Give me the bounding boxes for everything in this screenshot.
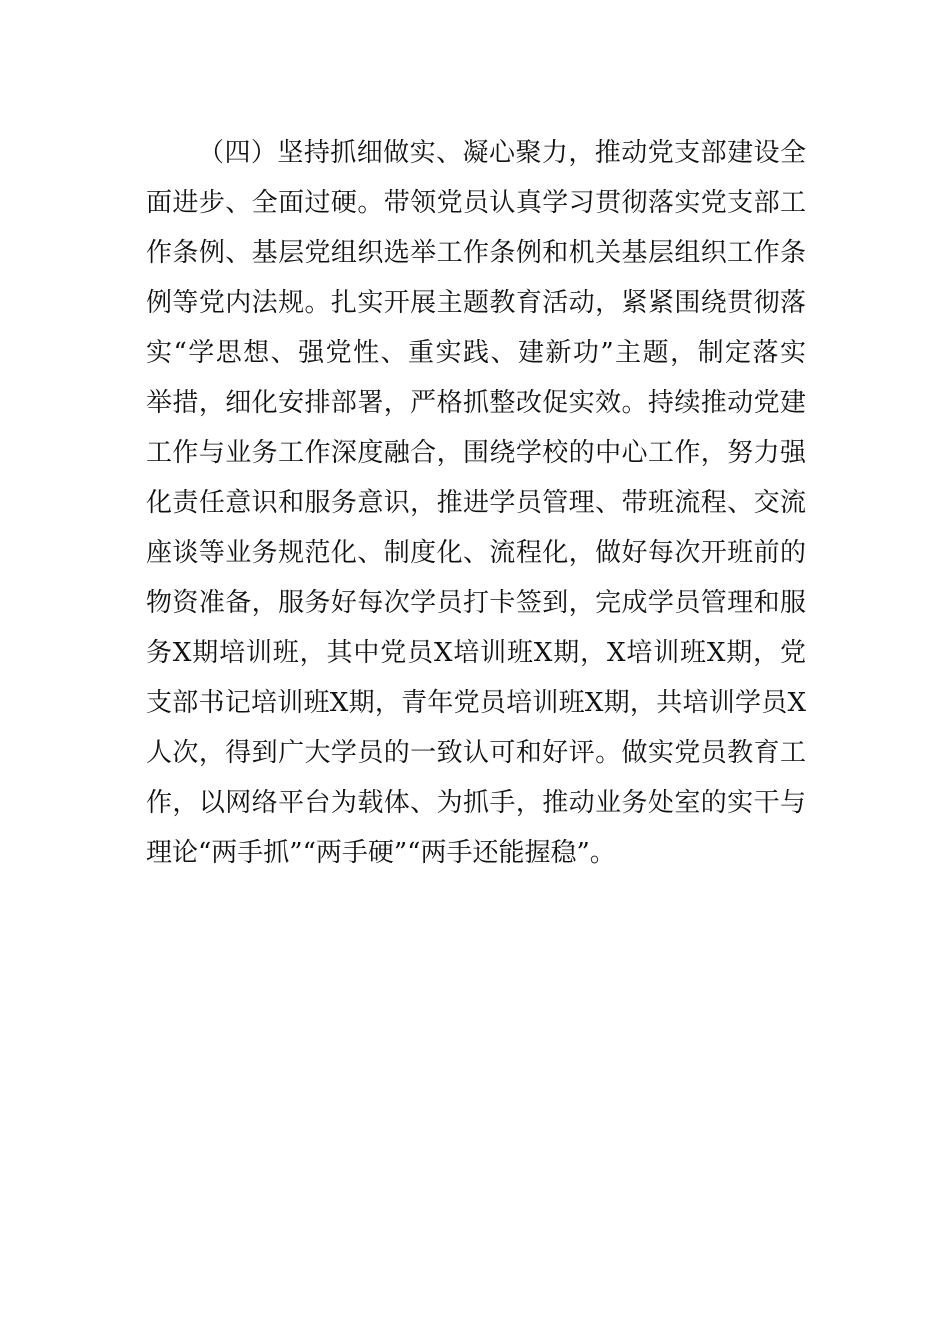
paragraph-line: 支部书记培训班X期，青年党员培训班X期，共培训学员X: [146, 688, 806, 718]
paragraph-line: 实“学思想、强党性、重实践、建新功”主题，制定落实: [146, 338, 806, 368]
paragraph-line: 化责任意识和服务意识，推进学员管理、带班流程、交流: [146, 488, 806, 518]
paragraph-line: 作，以网络平台为载体、为抓手，推动业务处室的实干与: [146, 788, 806, 818]
paragraph-line: 理论“两手抓”“两手硬”“两手还能握稳”。: [146, 838, 616, 868]
paragraph-line: 人次，得到广大学员的一致认可和好评。做实党员教育工: [146, 738, 806, 768]
paragraph-line: 物资准备，服务好每次学员打卡签到，完成学员管理和服: [146, 588, 806, 618]
paragraph-line: 举措，细化安排部署，严格抓整改促实效。持续推动党建: [146, 388, 806, 418]
paragraph-line: 务X期培训班，其中党员X培训班X期，X培训班X期，党: [146, 638, 806, 668]
paragraph-line: 作条例、基层党组织选举工作条例和机关基层组织工作条: [146, 238, 806, 268]
paragraph-line: （四）坚持抓细做实、凝心聚力，推动党支部建设全: [198, 138, 806, 168]
paragraph-line: 工作与业务工作深度融合，围绕学校的中心工作，努力强: [146, 438, 806, 468]
paragraph-line: 例等党内法规。扎实开展主题教育活动，紧紧围绕贯彻落: [146, 288, 806, 318]
paragraph-line: 面进步、全面过硬。带领党员认真学习贯彻落实党支部工: [146, 188, 806, 218]
body-paragraph: [146, 128, 806, 878]
paragraph-line: 座谈等业务规范化、制度化、流程化，做好每次开班前的: [146, 538, 806, 568]
